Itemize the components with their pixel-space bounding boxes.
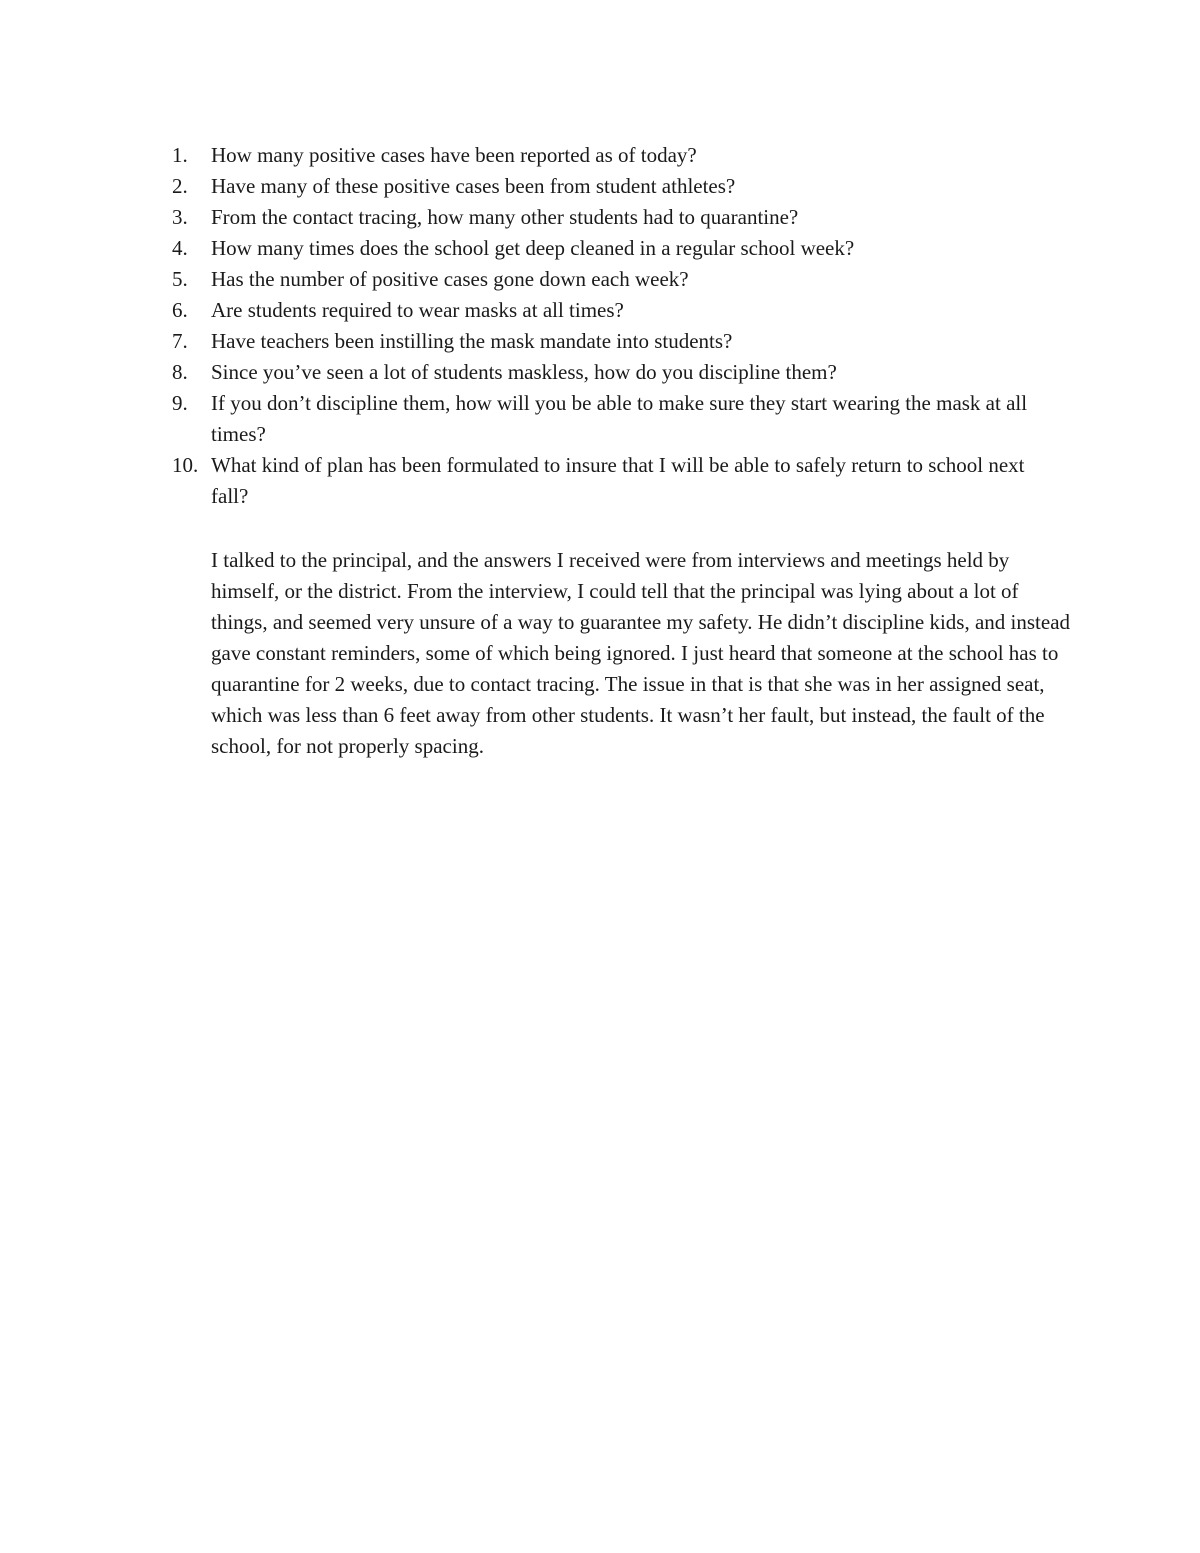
list-item-text: Have many of these positive cases been from student athletes?: [211, 174, 736, 198]
list-item: [172, 388, 1062, 450]
list-item-number: 1.: [172, 143, 188, 167]
list-item-text: Have teachers been instilling the mask mandate into students?: [211, 329, 733, 353]
list-item: [172, 326, 1062, 357]
list-item: [172, 295, 1062, 326]
list-item: [172, 450, 1062, 512]
list-item-number: 5.: [172, 267, 188, 291]
list-item-text: Are students required to wear masks at all times?: [211, 298, 624, 322]
list-item-number: 9.: [172, 391, 188, 415]
list-item-text: Since you’ve seen a lot of students maskless, how do you discipline them?: [211, 360, 837, 384]
list-item: [172, 357, 1062, 388]
list-item: [172, 233, 1062, 264]
list-item-number: 4.: [172, 236, 188, 260]
list-item-number: 10.: [172, 453, 199, 477]
question-list: [172, 140, 1062, 512]
list-item-text: From the contact tracing, how many other students had to quarantine?: [211, 205, 799, 229]
list-item-number: 6.: [172, 298, 188, 322]
list-item-number: 7.: [172, 329, 188, 353]
list-item: [172, 140, 1062, 171]
list-item: [172, 202, 1062, 233]
list-item-text: If you don’t discipline them, how will you be able to make sure they start wearing the mask at all times?: [211, 391, 1028, 446]
list-item-number: 3.: [172, 205, 188, 229]
list-item-text: How many positive cases have been reported as of today?: [211, 143, 697, 167]
list-item: [172, 171, 1062, 202]
list-item-text: Has the number of positive cases gone down each week?: [211, 267, 689, 291]
list-item: [172, 264, 1062, 295]
list-item-text: How many times does the school get deep cleaned in a regular school week?: [211, 236, 855, 260]
list-item-number: 2.: [172, 174, 188, 198]
list-item-text: What kind of plan has been formulated to insure that I will be able to safely return to school next fall?: [211, 453, 1025, 508]
response-paragraph: I talked to the principal, and the answers I received were from interviews and meetings held by himself, or the district. From the interview, I could tell that the principal was lying about a lot of things, and seemed very unsure of a way to guarantee my safety. He didn’t discipline kids, and instead gave constant reminders, some of which being ignored. I just heard that someone at the school has to quarantine for 2 weeks, due to contact tracing. The issue in that is that she was in her assigned seat, which was less than 6 feet away from other students. It wasn’t her fault, but instead, the fault of the school, for not properly spacing.: [211, 548, 1071, 758]
list-item-number: 8.: [172, 360, 188, 384]
